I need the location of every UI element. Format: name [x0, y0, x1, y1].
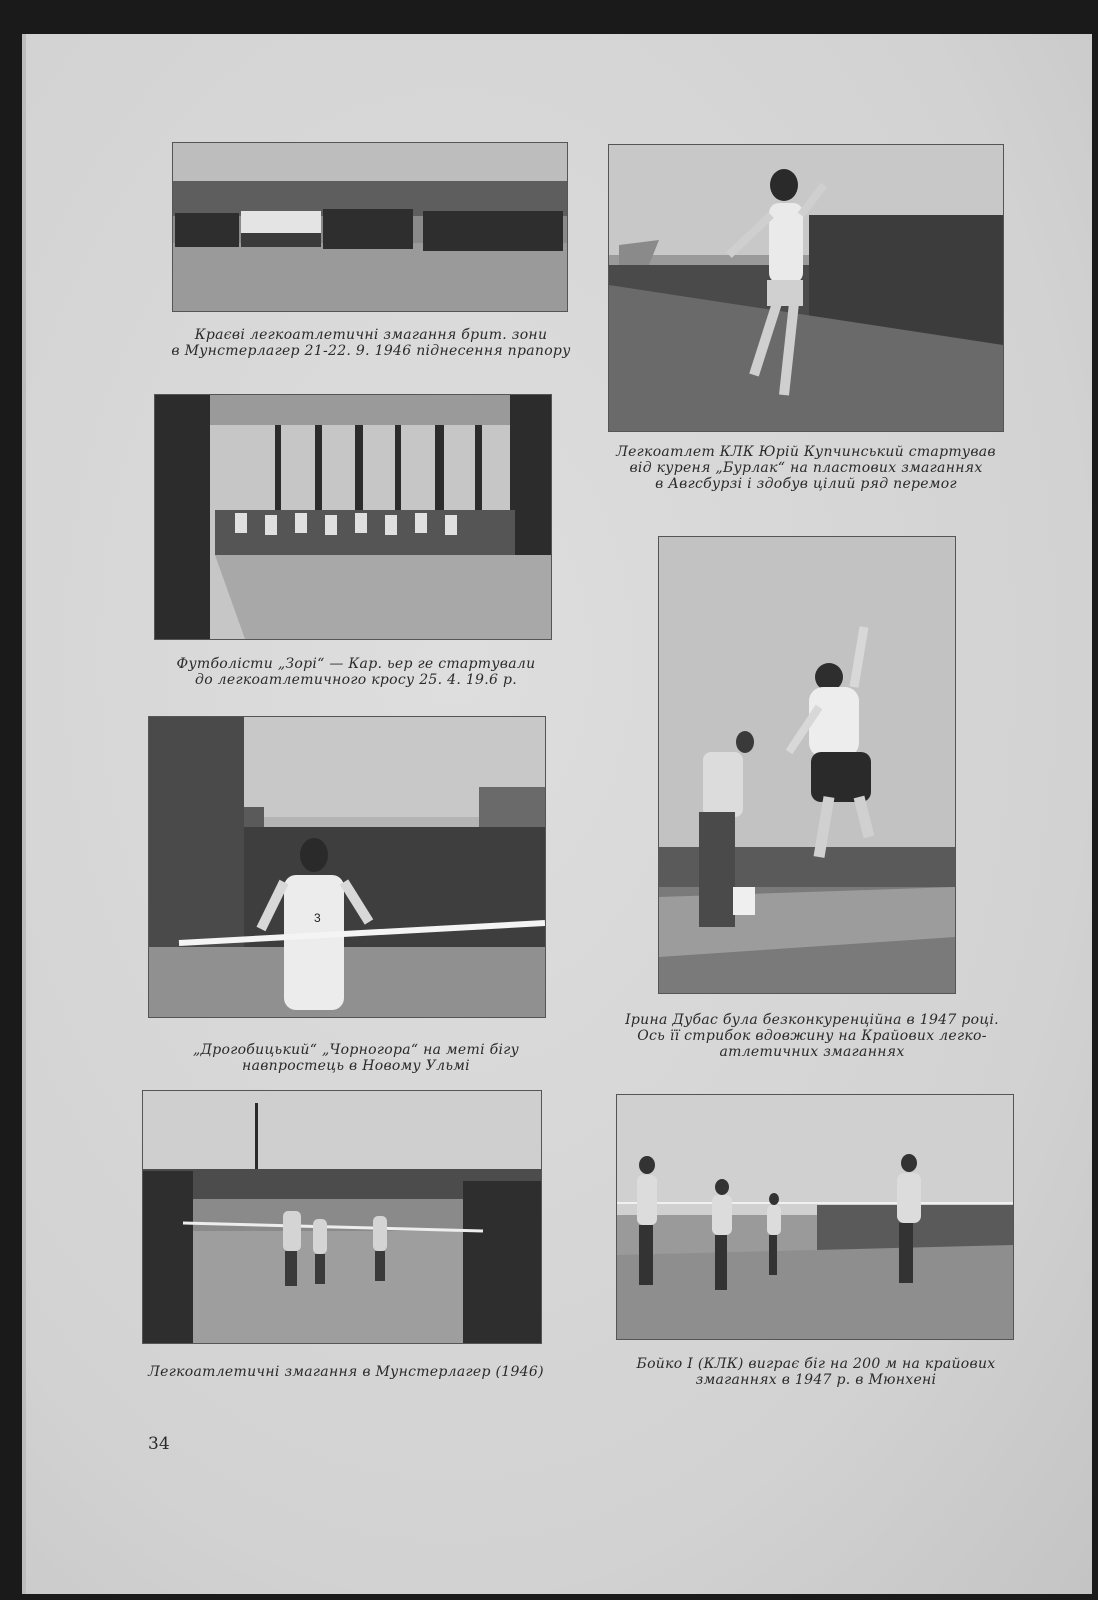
- caption-line: від куреня „Бурлак“ на пластових змаганнях: [629, 460, 983, 476]
- caption-flag-raising: [166, 327, 576, 359]
- caption-line: атлетичних змаганнях: [719, 1044, 905, 1060]
- munsterlager-race-photo: [142, 1090, 542, 1344]
- svg-text:3: 3: [314, 911, 321, 925]
- caption-line: „Дрогобицький“ „Чорногора“ на меті бігу: [192, 1042, 520, 1058]
- flag-raising-ceremony-photo: [172, 142, 568, 312]
- caption-line: до легкоатлетичного кросу 25. 4. 19.6 р.: [195, 672, 517, 688]
- runner-start-photo: [608, 144, 1004, 432]
- 200m-sprint-finish-photo: [616, 1094, 1014, 1340]
- page-number: 34: [148, 1434, 170, 1454]
- caption-line: Ірина Дубас була безконкуренційна в 1947 році.: [625, 1012, 999, 1028]
- caption-runner-start: [596, 444, 1016, 492]
- caption-200m-sprint: [606, 1356, 1026, 1388]
- caption-line: Бойко І (КЛК) виграє біг на 200 м на крайових: [636, 1356, 996, 1372]
- magazine-page: [22, 34, 1092, 1594]
- caption-line: змаганнях в 1947 р. в Мюнхені: [695, 1372, 937, 1388]
- caption-line: Футболісти „Зорі“ — Кар. ьер ге стартували: [176, 656, 536, 672]
- caption-cross-country: [146, 656, 566, 688]
- caption-long-jump: [602, 1012, 1022, 1060]
- caption-line: в Авгсбурзі і здобув цілий ряд перемог: [655, 476, 957, 492]
- caption-munsterlager-race: [136, 1364, 556, 1380]
- long-jump-photo: [658, 536, 956, 994]
- caption-line: Ось її стрибок вдовжину на Крайових легко-: [637, 1028, 987, 1044]
- caption-line: Легкоатлетичні змагання в Мунстерлагер (1946): [148, 1364, 544, 1380]
- cross-country-start-photo: [154, 394, 552, 640]
- caption-line: Краєві легкоатлетичні змагання брит. зони: [194, 327, 548, 343]
- caption-line: навпростець в Новому Ульмі: [242, 1058, 470, 1074]
- caption-finish-line: [146, 1042, 566, 1074]
- finish-line-runner-photo: [148, 716, 546, 1018]
- caption-line: Легкоатлет КЛК Юрій Купчинський стартував: [616, 444, 996, 460]
- caption-line: в Мунстерлагер 21-22. 9. 1946 піднесення прапору: [171, 343, 571, 359]
